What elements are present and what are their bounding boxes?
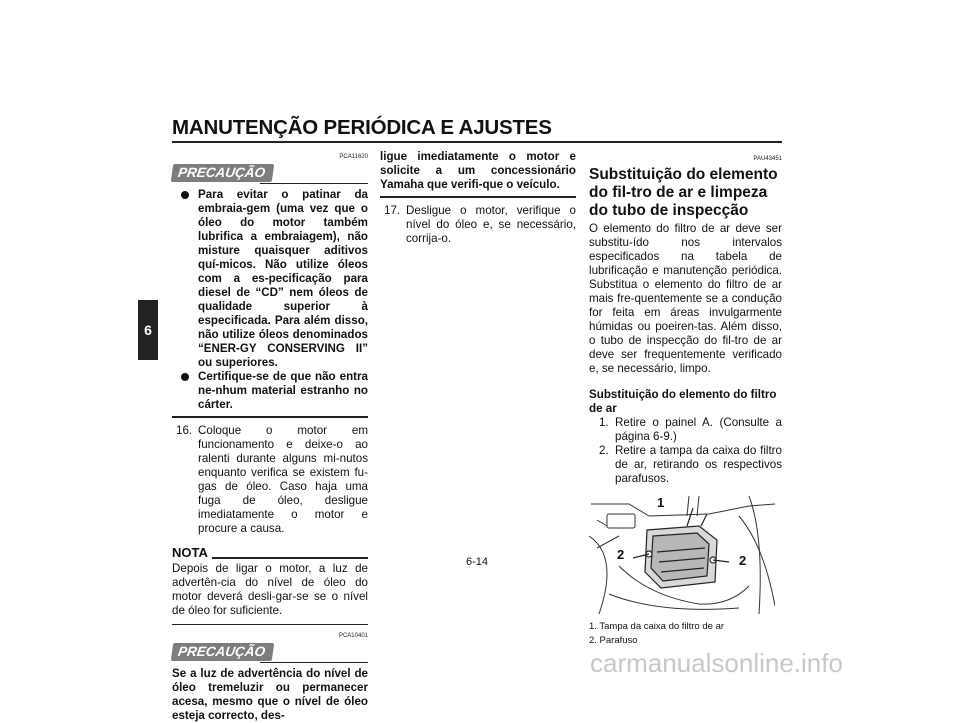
figure-caption-2: 2. Parafuso (589, 635, 638, 646)
figure-label-1: 1 (657, 496, 665, 510)
page-number: 6-14 (466, 556, 489, 568)
nota-text: Depois de ligar o motor, a luz de advertên-cia do nível de óleo do motor deverá desli-gar-se se o nível de óleo for suficiente. (172, 561, 368, 617)
section-heading: Substituição do elemento do fil-tro de ar e limpeza do tubo de inspecção (589, 166, 778, 219)
section-paragraph: O elemento do filtro de ar deve ser substitu-ído nos intervalos especificados na tabela de lubrificação e manutenção periódica. Substitua o elemento do filtro de ar mais fre-quentemente se a condução for feita em áreas invulgarmente húmidas ou poeiren-tas. Além disso, o tubo de inspecção do fil-tro de ar deve ser frequentemente verificado e, se necessário, limpo. (589, 222, 782, 375)
nota-line (212, 557, 368, 559)
figure-caption-1: 1. Tampa da caixa do filtro de ar (589, 621, 725, 632)
figure-label-2: 2 (617, 547, 625, 562)
step-17 (380, 204, 576, 246)
nota-header (172, 546, 368, 562)
section-code: PAU43451 (753, 156, 782, 162)
column-1 (172, 150, 368, 723)
caution-end-rule (380, 196, 576, 198)
caution-header (172, 164, 368, 184)
subheading: Substituição do elemento do filtro de ar (589, 388, 777, 415)
step-number: 2. (599, 444, 609, 457)
caution-line (260, 183, 368, 185)
step-16 (172, 424, 368, 536)
list-item: Certifique-se de que não entra ne-nhum material estranho no cárter. (172, 370, 368, 412)
watermark: carmanualsonline.info (590, 648, 843, 678)
step-text: Retire o painel A. (Consulte a página 6-9.) (615, 416, 782, 443)
bullet-icon (181, 191, 189, 199)
caution-label: PRECAUÇÃO (171, 164, 275, 182)
caution-line (260, 662, 368, 664)
figure-label-2: 2 (739, 553, 747, 568)
step-number: 16. (176, 423, 193, 437)
caution-code: PCA10401 (338, 633, 368, 639)
step-number: 17. (384, 203, 401, 217)
title-rule (172, 141, 782, 143)
step-text: Retire a tampa da caixa do filtro de ar, retirando os respectivos parafusos. (615, 444, 782, 485)
step-text: Coloque o motor em funcionamento e deixe-o ao ralenti durante alguns mi-nutos enquanto verifica se existem fu-gas de óleo. Caso haja uma fuga de óleo, desligue imediatamente o motor e procure a causa. (198, 423, 368, 535)
column-3 (589, 152, 782, 648)
caution-text: Se a luz de advertência do nível de óleo tremeluzir ou permanecer acesa, mesmo que o nível de óleo esteja correcto, des- (172, 667, 368, 722)
step-2 (589, 444, 782, 486)
column-2 (380, 150, 576, 246)
step-text: Desligue o motor, verifique o nível do óleo e, se necessário, corrija-o. (406, 203, 576, 245)
caution-code: PCA11620 (339, 154, 368, 160)
caution-body (172, 188, 368, 412)
list-item: Para evitar o patinar da embraia-gem (uma vez que o óleo do motor também lubrifica a embraiagem), não misture quaisquer aditivos quí-micos. Não utilize óleos com a es-pecificação para diesel de “CD” nem óleos de qualidade superior à especificada. Para além disso, não utilize óleos denominados “ENER-GY CONSERVING II” ou superiores. (172, 188, 368, 370)
caution-header (172, 643, 368, 663)
chapter-number: 6 (144, 322, 152, 338)
step-1 (589, 416, 782, 444)
step-number: 1. (599, 416, 609, 429)
nota-end-rule (172, 624, 368, 626)
bullet-icon (181, 373, 189, 381)
page-title: MANUTENÇÃO PERIÓDICA E AJUSTES (172, 116, 552, 139)
caution-continuation: ligue imediatamente o motor e solicite a um concessionário Yamaha que verifi-que o veículo. (380, 150, 576, 191)
air-filter-figure (589, 496, 775, 616)
caution-label: PRECAUÇÃO (171, 643, 275, 661)
caution-end-rule (172, 416, 368, 418)
nota-label: NOTA (172, 544, 208, 560)
